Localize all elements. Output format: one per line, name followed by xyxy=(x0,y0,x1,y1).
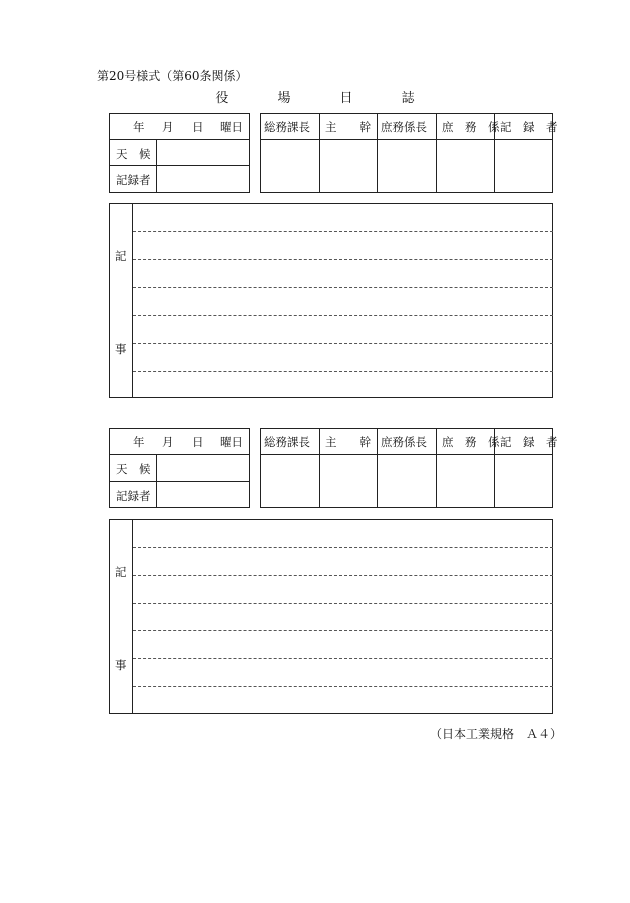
recorder-field[interactable] xyxy=(157,166,249,192)
weather-label: 天 候 xyxy=(116,147,151,161)
approver-label: 庶務係長 xyxy=(381,120,427,134)
weather-field[interactable] xyxy=(157,140,249,165)
weekday-label: 曜日 xyxy=(220,120,243,134)
weather-field[interactable] xyxy=(157,455,249,481)
month-label: 月 xyxy=(162,120,174,134)
year-label: 年 xyxy=(133,120,145,134)
paper-size-note: （日本工業規格 Ａ４） xyxy=(430,727,563,741)
approver-label: 総務課長 xyxy=(264,120,310,134)
title-char: 役 xyxy=(215,91,229,106)
title-char: 誌 xyxy=(401,91,415,106)
approver-label: 庶務係長 xyxy=(381,435,427,449)
approver-label: 総務課長 xyxy=(264,435,310,449)
recorder-field[interactable] xyxy=(157,482,249,507)
notes-label: 記 xyxy=(115,249,127,263)
notes-label: 事 xyxy=(115,658,127,672)
document-title xyxy=(0,87,630,106)
approver-label: 庶 務 係 xyxy=(442,435,500,449)
notes-field[interactable] xyxy=(133,204,552,397)
day-label: 日 xyxy=(192,435,204,449)
notes-field[interactable] xyxy=(133,520,552,713)
day-label: 日 xyxy=(192,120,204,134)
approver-label: 庶 務 係 xyxy=(442,120,500,134)
recorder-label: 記録者 xyxy=(116,489,151,503)
title-char: 日 xyxy=(339,91,353,106)
notes-label: 記 xyxy=(115,565,127,579)
recorder-label: 記録者 xyxy=(116,173,151,187)
weekday-label: 曜日 xyxy=(220,435,243,449)
approver-label: 主 幹 xyxy=(325,120,371,134)
approver-label: 主 幹 xyxy=(325,435,371,449)
title-char: 場 xyxy=(277,91,291,106)
year-label: 年 xyxy=(133,435,145,449)
notes-label: 事 xyxy=(115,342,127,356)
form-id: 第20号様式（第60条関係） xyxy=(97,69,248,83)
approver-label: 記 録 者 xyxy=(500,120,558,134)
month-label: 月 xyxy=(162,435,174,449)
approver-label: 記 録 者 xyxy=(500,435,558,449)
weather-label: 天 候 xyxy=(116,462,151,476)
